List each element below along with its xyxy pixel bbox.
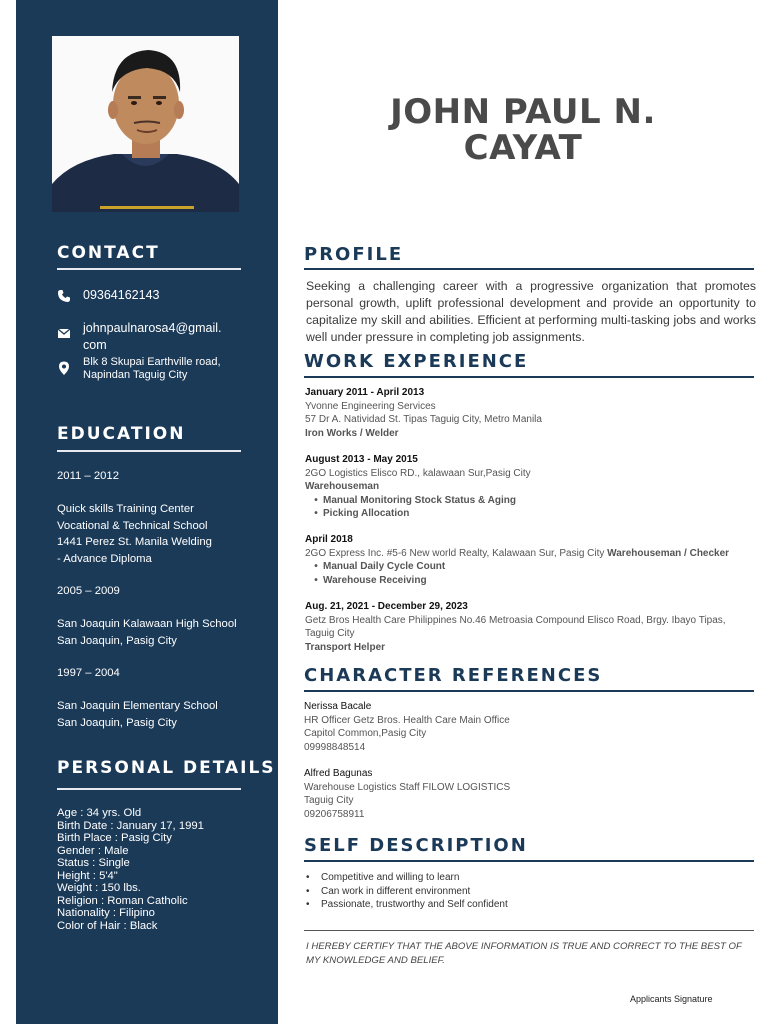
job-3-bullet-1: • Manual Daily Cycle Count	[314, 561, 446, 572]
job-2-dates: August 2013 - May 2015	[305, 454, 418, 465]
personal-birth-date: Birth Date : January 17, 1991	[57, 819, 204, 832]
applicant-name	[290, 94, 756, 166]
job-3-dates: April 2018	[305, 534, 353, 545]
certification-statement: I HEREBY CERTIFY THAT THE ABOVE INFORMATION IS TRUE AND CORRECT TO THE BEST OF MY KNOWLEDGE AND BELIEF.	[306, 941, 742, 966]
personal-age: Age : 34 yrs. Old	[57, 807, 142, 819]
edu-2-line-1: San Joaquin Kalawaan High School	[57, 618, 237, 630]
job-4-company-line-2: Taguig City	[305, 628, 355, 639]
job-1-address: 57 Dr A. Natividad St. Tipas Taguig City, Metro Manila	[305, 414, 542, 425]
character-references-heading: CHARACTER REFERENCES	[304, 665, 603, 686]
profile-divider	[304, 268, 754, 270]
self-description-item: • Can work in different environment	[306, 885, 471, 897]
signature-label: Applicants Signature	[630, 994, 713, 1004]
personal-hair-color: Color of Hair : Black	[57, 919, 158, 932]
reference-2	[304, 767, 604, 821]
job-2-company: 2GO Logistics Elisco RD., kalawaan Sur,Pasig City	[305, 467, 531, 479]
address-line-2: Napindan Taguig City	[83, 369, 188, 381]
contact-address	[57, 356, 221, 382]
sidebar	[16, 0, 278, 1024]
self-description-item: • Competitive and willing to learn	[306, 872, 460, 883]
reference-2-line-1: Warehouse Logistics Staff FILOW LOGISTICS	[304, 781, 511, 793]
email-line-1: johnpaulnarosa4@gmail.	[83, 321, 222, 335]
contact-divider	[57, 268, 241, 270]
edu-1-line-4: - Advance Diploma	[57, 552, 152, 565]
address-text	[83, 356, 221, 382]
personal-details-heading: PERSONAL DETAILS	[57, 758, 276, 778]
phone-number: 09364162143	[83, 288, 160, 302]
work-experience-heading: WORK EXPERIENCE	[304, 351, 529, 372]
education-years-2: 2005 – 2009	[57, 585, 120, 597]
contact-email	[57, 320, 221, 354]
profile-photo	[52, 36, 239, 212]
contact-heading: CONTACT	[57, 243, 160, 263]
reference-1-line-1: HR Officer Getz Bros. Health Care Main Office	[304, 714, 510, 726]
edu-1-line-2: Vocational & Technical School	[57, 519, 208, 532]
email-line-2: com	[83, 338, 107, 352]
job-1-dates: January 2011 - April 2013	[305, 387, 425, 398]
self-description-divider	[304, 860, 754, 862]
education-school-3	[57, 698, 247, 731]
education-years-3: 1997 – 2004	[57, 667, 120, 679]
personal-birth-place: Birth Place : Pasig City	[57, 832, 172, 844]
job-2-bullet-2: • Picking Allocation	[314, 508, 410, 519]
job-2-bullet-1: • Manual Monitoring Stock Status & Aging	[314, 494, 516, 506]
personal-weight: Weight : 150 lbs.	[57, 882, 141, 894]
edu-2-line-2: San Joaquin, Pasig City	[57, 634, 177, 647]
job-entry-3	[305, 533, 757, 587]
education-years-1: 2011 – 2012	[57, 470, 119, 482]
edu-1-line-1: Quick skills Training Center	[57, 503, 194, 515]
name-line-2: CAYAT	[463, 128, 583, 168]
reference-1-line-3: 09998848514	[304, 741, 366, 753]
personal-nationality: Nationality : Filipino	[57, 907, 155, 919]
education-school-2	[57, 616, 247, 649]
personal-status: Status : Single	[57, 857, 130, 869]
personal-gender: Gender : Male	[57, 844, 129, 857]
personal-details-divider	[57, 788, 241, 790]
job-2-role: Warehouseman	[305, 481, 380, 492]
email-address	[83, 320, 221, 354]
person-photo-icon	[52, 36, 239, 212]
education-divider	[57, 450, 241, 452]
job-1-company: Yvonne Engineering Services	[305, 400, 436, 412]
location-pin-icon	[57, 361, 71, 375]
self-description-item: • Passionate, trustworthy and Self confident	[306, 899, 508, 910]
job-4-dates: Aug. 21, 2021 - December 29, 2023	[305, 601, 468, 612]
reference-1-name: Nerissa Bacale	[304, 701, 372, 712]
education-school-1	[57, 501, 247, 567]
edu-3-line-2: San Joaquin, Pasig City	[57, 716, 177, 729]
job-entry-1	[305, 386, 757, 440]
certify-divider	[304, 930, 754, 931]
reference-1-line-2: Capitol Common,Pasig City	[304, 728, 427, 739]
name-line-1: JOHN PAUL N.	[390, 92, 656, 132]
profile-summary: Seeking a challenging career with a progressive organization that promotes personal growth, uplift professional development and provide an opportunity to capitalize my skill and abilities. Efficient at performing multi-tasking jobs and works well under pressure in completing job assignments.	[306, 279, 756, 344]
personal-details-list	[57, 807, 267, 932]
personal-religion: Religion : Roman Catholic	[57, 894, 188, 907]
reference-2-line-2: Taguig City	[304, 795, 354, 806]
job-3-bullet-2: • Warehouse Receiving	[314, 574, 427, 586]
phone-icon	[57, 289, 71, 303]
personal-height: Height : 5'4"	[57, 869, 118, 882]
reference-2-name: Alfred Bagunas	[304, 768, 373, 779]
job-entry-4	[305, 600, 757, 654]
email-icon	[57, 326, 71, 340]
address-line-1: Blk 8 Skupai Earthville road,	[83, 356, 221, 368]
job-3-company-role: 2GO Express Inc. #5-6 New world Realty, Kalawaan Sur, Pasig City Warehouseman / Checker	[305, 547, 730, 559]
self-description-heading: SELF DESCRIPTION	[304, 835, 528, 856]
education-heading: EDUCATION	[57, 424, 186, 444]
contact-phone	[57, 287, 159, 304]
job-4-company-line-1: Getz Bros Health Care Philippines No.46 Metroasia Compound Elisco Road, Brgy. Ibayo Tipas,	[305, 614, 726, 626]
self-description-list	[306, 871, 508, 912]
page-margin	[0, 0, 16, 1024]
work-experience-divider	[304, 376, 754, 378]
references-divider	[304, 690, 754, 692]
job-entry-2	[305, 453, 757, 521]
job-4-role: Transport Helper	[305, 641, 386, 653]
reference-2-line-3: 09206758911	[304, 808, 365, 820]
edu-1-line-3: 1441 Perez St. Manila Welding	[57, 536, 212, 548]
reference-1	[304, 700, 604, 754]
job-1-role: Iron Works / Welder	[305, 427, 399, 439]
edu-3-line-1: San Joaquin Elementary School	[57, 700, 218, 712]
profile-heading: PROFILE	[304, 244, 404, 265]
